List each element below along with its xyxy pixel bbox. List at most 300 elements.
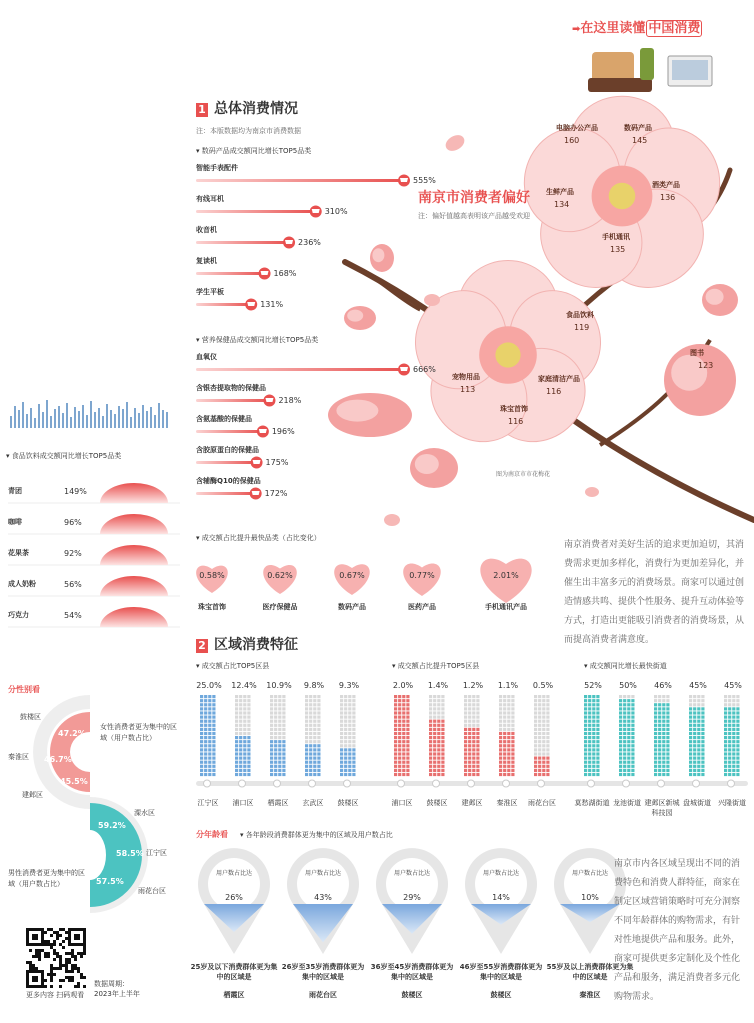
district_share-cell bbox=[200, 728, 203, 731]
street_growth-cell bbox=[693, 724, 696, 727]
qr-module bbox=[50, 934, 53, 937]
district_rise-cell bbox=[402, 757, 405, 760]
street_growth-cell bbox=[627, 707, 630, 710]
district_share-cell bbox=[278, 711, 281, 714]
street_growth-cell bbox=[689, 769, 692, 772]
district_rise-cell bbox=[476, 724, 479, 727]
district_rise-cell bbox=[437, 711, 440, 714]
street_growth-cell bbox=[623, 716, 626, 719]
cart-icon bbox=[253, 460, 261, 464]
district_share-cell bbox=[247, 740, 250, 743]
district_share-cell bbox=[313, 740, 316, 743]
street_growth-cell bbox=[584, 744, 587, 747]
street_growth-cell bbox=[623, 757, 626, 760]
street_growth-cell bbox=[697, 769, 700, 772]
district_rise-cell bbox=[402, 711, 405, 714]
street_growth-cell bbox=[623, 769, 626, 772]
district_rise-cell bbox=[464, 720, 467, 723]
district_rise-cell bbox=[464, 744, 467, 747]
district_rise-cell bbox=[507, 711, 510, 714]
qr-module bbox=[65, 970, 68, 973]
female-district-value: 47.2% bbox=[58, 729, 86, 738]
ticker-bar bbox=[114, 414, 116, 428]
district_rise-cell bbox=[499, 740, 502, 743]
district_rise-cell bbox=[476, 736, 479, 739]
district_rise-cell bbox=[464, 707, 467, 710]
district_rise-cell bbox=[542, 728, 545, 731]
street_growth-cell bbox=[627, 765, 630, 768]
district_rise-cell bbox=[472, 720, 475, 723]
monitor-screen bbox=[672, 60, 708, 80]
district_share-cell bbox=[309, 703, 312, 706]
district_rise-cell bbox=[499, 695, 502, 698]
qr-module bbox=[77, 982, 80, 985]
district_share-cell bbox=[212, 769, 215, 772]
street_growth-cell bbox=[701, 761, 704, 764]
street_growth-cell bbox=[724, 757, 727, 760]
ticker-bar bbox=[10, 416, 12, 428]
food-item-value: 92% bbox=[64, 549, 82, 558]
district_rise-cell bbox=[429, 724, 432, 727]
district_rise-cell bbox=[511, 728, 514, 731]
district_rise-cell bbox=[503, 703, 506, 706]
street_growth-cell bbox=[693, 744, 696, 747]
street_growth-cell bbox=[596, 720, 599, 723]
district_rise-cell bbox=[429, 732, 432, 735]
street_growth-cell bbox=[654, 773, 657, 776]
street_growth-cell bbox=[724, 716, 727, 719]
district_share-cell bbox=[204, 736, 207, 739]
street_growth-cell bbox=[623, 748, 626, 751]
street_growth-cell bbox=[654, 757, 657, 760]
district_share-cell bbox=[200, 716, 203, 719]
street_growth-cell bbox=[627, 752, 630, 755]
district_share-cell bbox=[243, 720, 246, 723]
district_rise-cell bbox=[538, 728, 541, 731]
district_rise-cell bbox=[406, 720, 409, 723]
district_rise-cell bbox=[499, 720, 502, 723]
district_rise-cell bbox=[534, 703, 537, 706]
district_share-cell bbox=[235, 740, 238, 743]
ticker-bar bbox=[150, 407, 152, 428]
digital-item-label: 收音机 bbox=[196, 226, 217, 234]
district_share-cell bbox=[344, 711, 347, 714]
district_share-cell bbox=[208, 773, 211, 776]
qr-module bbox=[59, 985, 62, 988]
district_share-cell bbox=[305, 720, 308, 723]
district_share-cell bbox=[274, 761, 277, 764]
district_rise-cell bbox=[546, 732, 549, 735]
district_rise-cell bbox=[507, 736, 510, 739]
street_growth-cell bbox=[631, 699, 634, 702]
food-item-label: 咖啡 bbox=[8, 518, 22, 526]
district_rise-cell bbox=[429, 695, 432, 698]
district_share-cell bbox=[348, 732, 351, 735]
district_rise-cell bbox=[503, 724, 506, 727]
qr-module bbox=[77, 952, 80, 955]
preference-item-value: 135 bbox=[610, 245, 626, 254]
street_growth-cell bbox=[623, 752, 626, 755]
district_rise-cell bbox=[499, 736, 502, 739]
district_rise-cell bbox=[538, 736, 541, 739]
health-item-value: 172% bbox=[264, 489, 288, 498]
street_growth-cell bbox=[697, 748, 700, 751]
health-item-label: 血氧仪 bbox=[196, 353, 217, 361]
district_rise-cell bbox=[468, 703, 471, 706]
period-label: 数据周期： bbox=[94, 980, 129, 988]
street_growth-cell bbox=[662, 707, 665, 710]
street_growth-cell bbox=[693, 732, 696, 735]
district_share-cell bbox=[247, 720, 250, 723]
district_rise-cell bbox=[441, 699, 444, 702]
district_share-cell bbox=[274, 707, 277, 710]
street_growth-cell bbox=[596, 765, 599, 768]
district_share-cell bbox=[352, 736, 355, 739]
street_growth-cell bbox=[592, 724, 595, 727]
district_share-cell bbox=[340, 736, 343, 739]
district_rise-cell bbox=[511, 761, 514, 764]
twig bbox=[360, 270, 420, 310]
street_growth-value: 45% bbox=[689, 681, 707, 690]
age-group-label: 36岁至45岁消费群体更为集中的区域是 bbox=[370, 963, 454, 981]
street_growth-cell bbox=[658, 765, 661, 768]
street_growth-cell bbox=[631, 744, 634, 747]
qr-module bbox=[38, 952, 41, 955]
district_rise-cell bbox=[542, 724, 545, 727]
district_share-cell bbox=[200, 748, 203, 751]
district_rise-cell bbox=[542, 707, 545, 710]
qr-module bbox=[80, 973, 83, 976]
district_share-cell bbox=[200, 744, 203, 747]
street_growth-cell bbox=[631, 732, 634, 735]
qr-module bbox=[74, 985, 77, 988]
district_rise-cell bbox=[511, 732, 514, 735]
district_share-cell bbox=[317, 716, 320, 719]
district_rise-cell bbox=[542, 736, 545, 739]
street_growth-cell bbox=[658, 711, 661, 714]
district_share-cell bbox=[243, 699, 246, 702]
street_growth-cell bbox=[588, 744, 591, 747]
street_growth-cell bbox=[654, 732, 657, 735]
district_share-cell bbox=[208, 748, 211, 751]
street_growth-cell bbox=[666, 711, 669, 714]
street_growth-cell bbox=[697, 703, 700, 706]
district_rise-cell bbox=[468, 707, 471, 710]
district_rise-cell bbox=[534, 744, 537, 747]
district_share-cell bbox=[344, 716, 347, 719]
district_share-cell bbox=[270, 728, 273, 731]
district_share-cell bbox=[317, 720, 320, 723]
district_share-cell bbox=[247, 761, 250, 764]
district_share-label: 浦口区 bbox=[232, 799, 254, 807]
street_growth-cell bbox=[732, 765, 735, 768]
district-waffle-charts bbox=[196, 695, 748, 787]
district_rise-cell bbox=[503, 761, 506, 764]
district_share-cell bbox=[239, 707, 242, 710]
district_rise-cell bbox=[441, 773, 444, 776]
district_rise-cell bbox=[542, 703, 545, 706]
district_share-cell bbox=[282, 732, 285, 735]
district_rise-cell bbox=[437, 736, 440, 739]
qr-module bbox=[74, 964, 77, 967]
district_rise-cell bbox=[503, 744, 506, 747]
district_rise-cell bbox=[441, 728, 444, 731]
district_share-value: 9.8% bbox=[303, 681, 325, 690]
district_rise-cell bbox=[406, 761, 409, 764]
age-pin-hole bbox=[475, 858, 527, 910]
district_share-cell bbox=[340, 703, 343, 706]
district_rise-cell bbox=[406, 699, 409, 702]
district_rise-cell bbox=[546, 695, 549, 698]
district_rise-cell bbox=[429, 765, 432, 768]
district_share-cell bbox=[282, 757, 285, 760]
district_rise-cell bbox=[538, 773, 541, 776]
street_growth-cell bbox=[619, 761, 622, 764]
waffle-node bbox=[693, 780, 700, 787]
district_share-cell bbox=[317, 761, 320, 764]
district_share-cell bbox=[208, 728, 211, 731]
qr-module bbox=[65, 937, 68, 940]
district_share-cell bbox=[208, 769, 211, 772]
street_growth-cell bbox=[623, 732, 626, 735]
street_growth-cell bbox=[701, 703, 704, 706]
district_rise-cell bbox=[441, 707, 444, 710]
district_share-cell bbox=[243, 765, 246, 768]
qr-module bbox=[71, 964, 74, 967]
street_growth-cell bbox=[689, 699, 692, 702]
qr-module bbox=[53, 931, 56, 934]
district_rise-cell bbox=[402, 716, 405, 719]
district_rise-cell bbox=[534, 765, 537, 768]
district_share-value: 9.3% bbox=[338, 681, 360, 690]
district_share-cell bbox=[274, 724, 277, 727]
street_growth-cell bbox=[627, 744, 630, 747]
street_growth-cell bbox=[736, 757, 739, 760]
district_share-cell bbox=[313, 716, 316, 719]
district_rise-cell bbox=[464, 728, 467, 731]
district_share-cell bbox=[313, 752, 316, 755]
district_share-cell bbox=[200, 740, 203, 743]
street_growth-cell bbox=[666, 744, 669, 747]
district_share-cell bbox=[313, 699, 316, 702]
qr-module bbox=[56, 934, 59, 937]
district_share-cell bbox=[348, 757, 351, 760]
district_rise-cell bbox=[503, 748, 506, 751]
street_growth-cell bbox=[736, 740, 739, 743]
street_growth-cell bbox=[666, 752, 669, 755]
street_growth-cell bbox=[623, 695, 626, 698]
qr-module bbox=[71, 952, 74, 955]
qr-code[interactable] bbox=[26, 928, 86, 988]
age-inner-label: 用户数占比达 bbox=[304, 870, 341, 877]
food-dome bbox=[100, 483, 168, 503]
district_share-cell bbox=[317, 711, 320, 714]
district_share-cell bbox=[313, 773, 316, 776]
district_rise-cell bbox=[499, 761, 502, 764]
district_rise-cell bbox=[429, 716, 432, 719]
district_share-cell bbox=[313, 724, 316, 727]
age-district-label: 秦淮区 bbox=[579, 991, 601, 999]
health-item-label: 含氨基酸的保健品 bbox=[196, 415, 252, 423]
street_growth-cell bbox=[627, 736, 630, 739]
bud-left bbox=[328, 393, 412, 437]
district_share-cell bbox=[212, 748, 215, 751]
district_share-cell bbox=[204, 769, 207, 772]
street_growth-cell bbox=[631, 773, 634, 776]
district_rise-cell bbox=[472, 736, 475, 739]
waffle-node bbox=[309, 780, 316, 787]
food-item-value: 56% bbox=[64, 580, 82, 589]
district_share-cell bbox=[239, 752, 242, 755]
district_share-cell bbox=[208, 757, 211, 760]
street_growth-cell bbox=[623, 720, 626, 723]
district_rise-cell bbox=[503, 773, 506, 776]
district_share-cell bbox=[200, 736, 203, 739]
street_growth-cell bbox=[689, 716, 692, 719]
female-district-label: 建邺区 bbox=[22, 791, 43, 799]
district_share-cell bbox=[204, 761, 207, 764]
cart-icon bbox=[285, 240, 293, 244]
district_rise-label: 秦淮区 bbox=[496, 799, 518, 807]
qr-module bbox=[38, 958, 41, 961]
qr-module bbox=[83, 985, 86, 988]
street_growth-label: 建邺区新城科技园 bbox=[644, 799, 680, 817]
district_share-cell bbox=[208, 720, 211, 723]
street_growth-cell bbox=[732, 761, 735, 764]
street_growth-cell bbox=[631, 752, 634, 755]
street_growth-cell bbox=[584, 703, 587, 706]
district_share-cell bbox=[344, 748, 347, 751]
plum-blossom-illustration bbox=[328, 96, 754, 526]
street_growth-cell bbox=[584, 761, 587, 764]
district_rise-cell bbox=[402, 769, 405, 772]
street_growth-cell bbox=[584, 769, 587, 772]
district_rise-cell bbox=[464, 748, 467, 751]
district_share-cell bbox=[282, 773, 285, 776]
district_share-cell bbox=[278, 703, 281, 706]
district_share-cell bbox=[270, 711, 273, 714]
district_share-cell bbox=[274, 699, 277, 702]
street_growth-cell bbox=[697, 773, 700, 776]
qr-module bbox=[80, 955, 83, 958]
district_share-cell bbox=[309, 716, 312, 719]
district_rise-cell bbox=[402, 752, 405, 755]
street_growth-cell bbox=[736, 720, 739, 723]
district_rise-cell bbox=[511, 695, 514, 698]
qr-module bbox=[71, 970, 74, 973]
street_growth-cell bbox=[662, 757, 665, 760]
street_growth-cell bbox=[658, 748, 661, 751]
ticker-bar bbox=[30, 408, 32, 428]
district_rise-cell bbox=[433, 757, 436, 760]
district_share-cell bbox=[235, 711, 238, 714]
street_growth-cell bbox=[658, 732, 661, 735]
district_rise-cell bbox=[402, 724, 405, 727]
district_rise-cell bbox=[394, 707, 397, 710]
district_rise-cell bbox=[441, 732, 444, 735]
district_share-cell bbox=[204, 707, 207, 710]
age-pin-fill bbox=[293, 904, 353, 942]
street_growth-cell bbox=[631, 757, 634, 760]
district_rise-cell bbox=[433, 711, 436, 714]
district_rise-cell bbox=[472, 699, 475, 702]
district_rise-cell bbox=[542, 732, 545, 735]
paragraph-1: 南京消费者对美好生活的追求更加迫切，其消费需求更加多样化，消费行为更加差异化，并催生出丰富多元的消费场景。商家可以通过创造情感共鸣、提供个性服务、提升互动体验等方式，打造出更能吸引消费者的消费场景，从而提高消费者满意度。 bbox=[564, 540, 745, 645]
district_rise-cell bbox=[468, 732, 471, 735]
street_growth-cell bbox=[588, 724, 591, 727]
street_growth-cell bbox=[588, 707, 591, 710]
district_share-cell bbox=[340, 769, 343, 772]
district_share-cell bbox=[348, 716, 351, 719]
district_rise-cell bbox=[441, 711, 444, 714]
district_share-cell bbox=[340, 740, 343, 743]
district_share-cell bbox=[305, 736, 308, 739]
district_share-cell bbox=[200, 769, 203, 772]
male-district-value: 59.2% bbox=[98, 821, 126, 830]
food-item-label: 成人奶粉 bbox=[8, 580, 36, 588]
district_rise-cell bbox=[542, 740, 545, 743]
district_share-cell bbox=[208, 695, 211, 698]
district_share-cell bbox=[352, 728, 355, 731]
qr-module bbox=[59, 958, 62, 961]
street_growth-cell bbox=[592, 720, 595, 723]
district_rise-cell bbox=[433, 720, 436, 723]
section2-title: 区域消费特征 bbox=[214, 637, 298, 653]
district_rise-cell bbox=[507, 728, 510, 731]
district_share-cell bbox=[309, 724, 312, 727]
street_growth-cell bbox=[689, 707, 692, 710]
street_growth-cell bbox=[732, 732, 735, 735]
district_share-cell bbox=[340, 724, 343, 727]
district_share-cell bbox=[235, 732, 238, 735]
district_rise-cell bbox=[398, 711, 401, 714]
ticker-bar bbox=[166, 412, 168, 428]
food-item-value: 96% bbox=[64, 518, 82, 527]
district_rise-cell bbox=[534, 695, 537, 698]
district_rise-cell bbox=[507, 740, 510, 743]
street_growth-cell bbox=[701, 707, 704, 710]
district_rise-cell bbox=[441, 716, 444, 719]
street_growth-cell bbox=[736, 765, 739, 768]
district_share-cell bbox=[309, 748, 312, 751]
qr-module bbox=[32, 964, 35, 967]
street_growth-cell bbox=[596, 728, 599, 731]
ticker-bar bbox=[146, 411, 148, 428]
food-chart-title: ▾ 食品饮料成交额同比增长TOP5品类 bbox=[6, 452, 122, 460]
male-district-value: 58.5% bbox=[116, 849, 144, 858]
street_growth-cell bbox=[736, 773, 739, 776]
qr-module bbox=[56, 931, 59, 934]
age-subtitle: ▾ 各年龄段消费群体更为集中的区域及用户数占比 bbox=[240, 831, 393, 839]
district_share-cell bbox=[200, 757, 203, 760]
qr-module bbox=[53, 940, 56, 943]
district_share-cell bbox=[344, 736, 347, 739]
district_share-cell bbox=[305, 724, 308, 727]
street_growth-cell bbox=[588, 716, 591, 719]
district_rise-cell bbox=[437, 728, 440, 731]
district_rise-cell bbox=[433, 699, 436, 702]
qr-module bbox=[53, 958, 56, 961]
ticker-bar bbox=[126, 402, 128, 428]
street_growth-cell bbox=[736, 769, 739, 772]
district_rise-cell bbox=[511, 769, 514, 772]
district_rise-cell bbox=[429, 711, 432, 714]
district_rise-cell bbox=[546, 765, 549, 768]
qr-module bbox=[74, 955, 77, 958]
district_rise-cell bbox=[406, 732, 409, 735]
district_share-cell bbox=[243, 736, 246, 739]
district_share-cell bbox=[200, 765, 203, 768]
